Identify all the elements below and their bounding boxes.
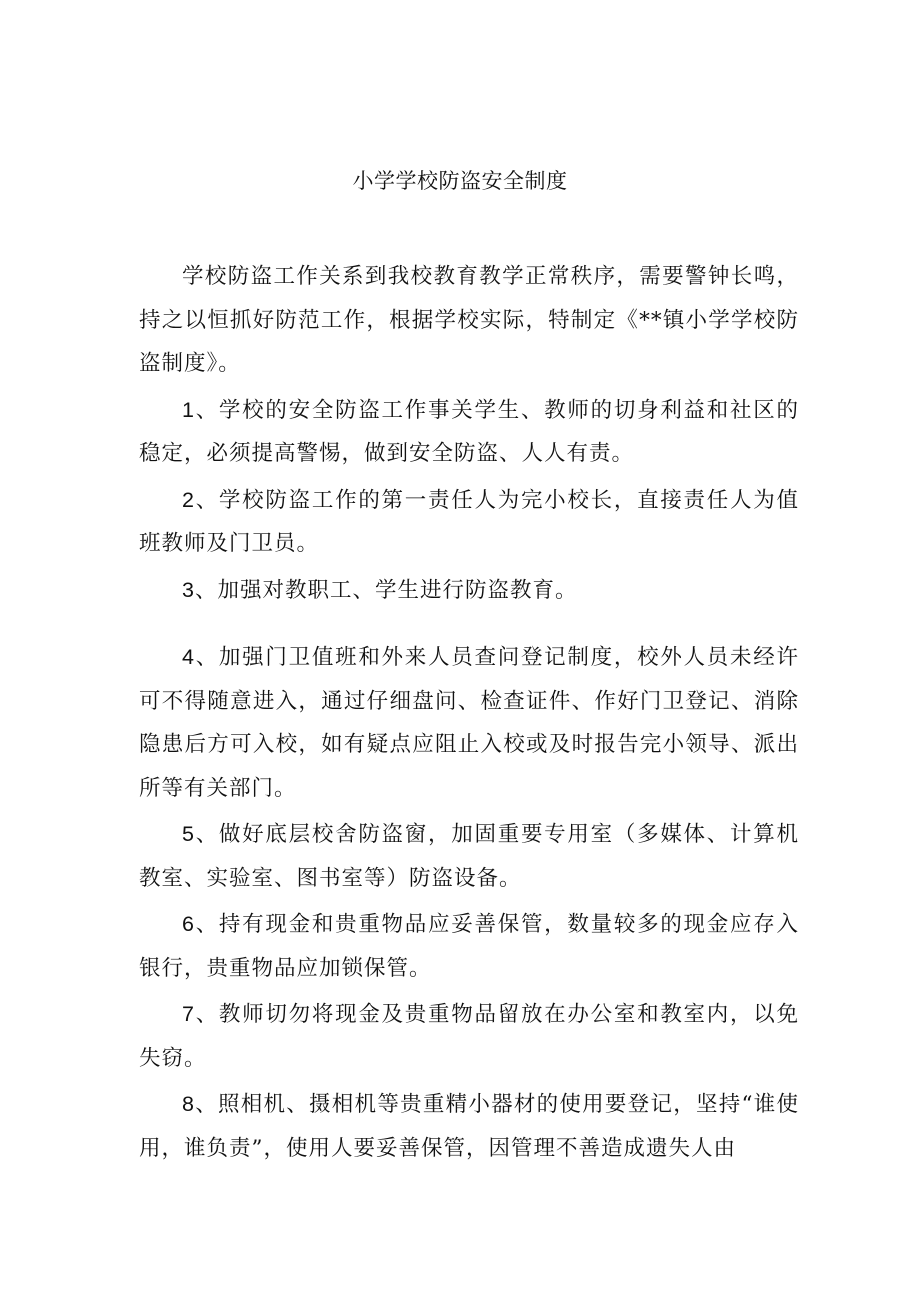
rule-item-2 [139,479,799,566]
rule-item-5 [139,813,799,900]
rule-item-4 [139,636,799,810]
rule-text: 、加强门卫值班和外来人员查问登记制度，校外人员未经许可不得随意进入，通过仔细盘问、检查证件、作好门卫登记、消除隐患后方可入校，如有疑点应阻止入校或及时报告完小领导、派出所等有关部门。 [139,645,799,801]
rule-text: 、照相机、摄相机等贵重精小器材的使用要登记，坚持“谁使用，谁负责”，使用人要妥善保管，因管理不善造成遗失人由 [139,1092,799,1161]
rule-text: 、加强对教职工、学生进行防盗教育。 [194,577,578,603]
rule-text: 、学校的安全防盗工作事关学生、教师的切身利益和社区的稳定，必须提高警惕，做到安全防盗、人人有责。 [139,397,799,466]
rule-text: 、教师切勿将现金及贵重物品留放在办公室和教室内，以免失窃。 [139,1002,799,1071]
rule-item-1 [139,389,799,476]
rule-text: 、学校防盗工作的第一责任人为完小校长，直接责任人为值班教师及门卫员。 [139,487,799,556]
rule-text: 、做好底层校舍防盗窗，加固重要专用室（多媒体、计算机教室、实验室、图书室等）防盗设备。 [139,822,799,891]
rule-number: 4 [182,645,195,669]
rule-number: 1 [182,397,195,422]
document-title: 小学学校防盗安全制度 [352,169,568,193]
intro-paragraph: 学校防盗工作关系到我校教育教学正常秩序，需要警钟长鸣，持之以恒抓好防范工作，根据学校实际，特制定《**镇小学学校防盗制度》。 [139,264,799,376]
rule-number: 2 [182,487,195,512]
rule-item-6 [139,903,799,990]
rule-item-8 [139,1083,799,1170]
rule-number: 6 [182,912,195,936]
rule-number: 5 [182,822,195,846]
rule-number: 3 [182,577,195,602]
rule-item-7 [139,993,799,1080]
rule-text: 、持有现金和贵重物品应妥善保管，数量较多的现金应存入银行，贵重物品应加锁保管。 [139,912,799,981]
rule-number: 7 [182,1002,195,1026]
rule-item-3 [139,569,799,613]
document-body [139,255,799,1170]
rule-number: 8 [182,1092,195,1116]
